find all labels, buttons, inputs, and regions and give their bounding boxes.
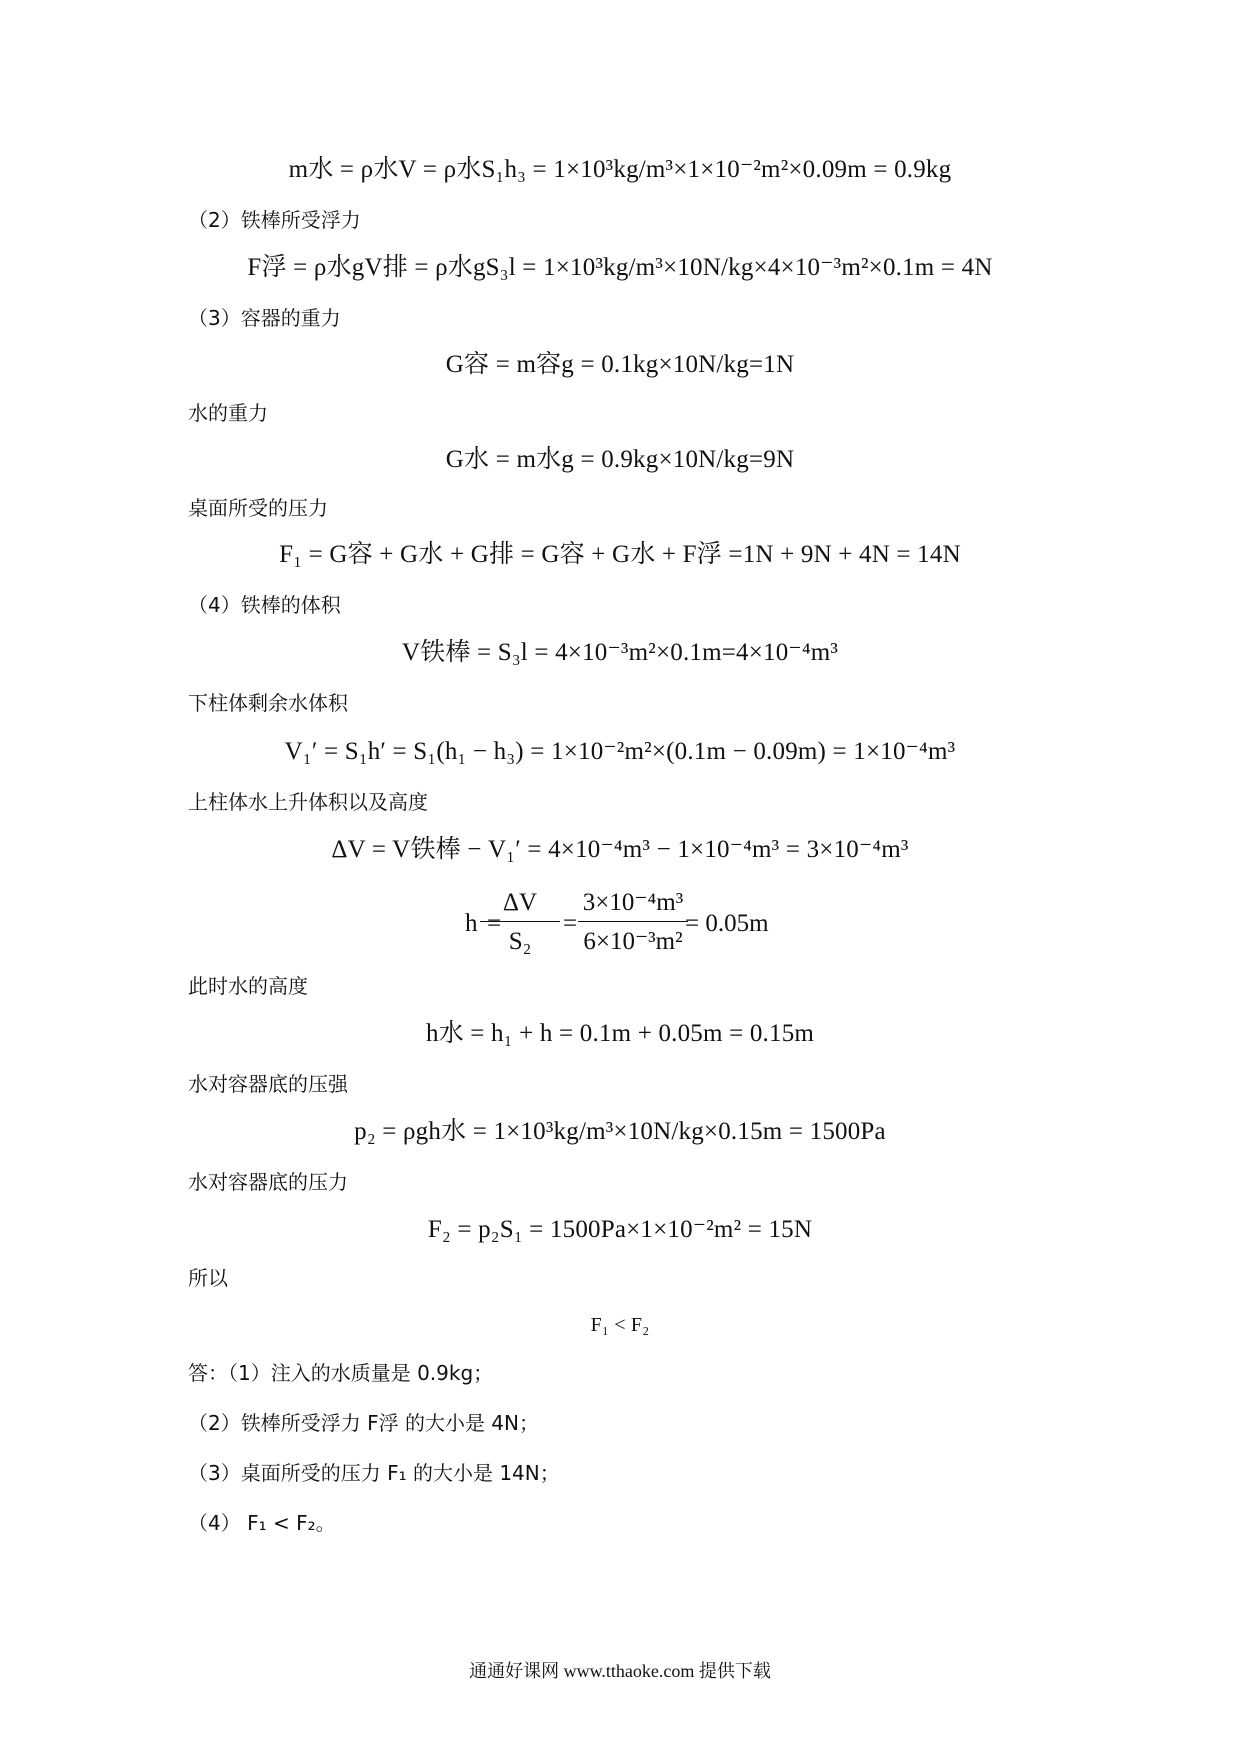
heading-buoyancy: （2）铁棒所受浮力 bbox=[188, 208, 361, 232]
equation-delta-volume: ΔV = V铁棒 − V₁′ = 4×10⁻⁴m³ − 1×10⁻⁴m³ = 3×10⁻⁴m³ bbox=[331, 836, 909, 863]
heading-water-weight: 水的重力 bbox=[188, 401, 268, 425]
fraction-denominator-1: S₂ bbox=[508, 928, 532, 955]
heading-lower-water: 下柱体剩余水体积 bbox=[188, 691, 348, 715]
equation-rise-height bbox=[0, 885, 1240, 965]
heading-rod-volume: （4）铁棒的体积 bbox=[188, 593, 341, 617]
answer-2: （2）铁棒所受浮力 F浮 的大小是 4N； bbox=[188, 1411, 539, 1435]
fraction-equals-1: = bbox=[487, 910, 502, 937]
equation-bottom-pressure: p₂ = ρgh水 = 1×10³kg/m³×10N/kg×0.15m = 1500Pa bbox=[354, 1118, 886, 1145]
heading-bottom-force: 水对容器底的压力 bbox=[188, 1170, 348, 1194]
equation-container-weight: G容 = m容g = 0.1kg×10N/kg=1N bbox=[445, 351, 795, 378]
fraction-lhs: h bbox=[465, 910, 478, 937]
fraction-equals-2: = bbox=[563, 910, 578, 937]
equation-rod-volume: V铁棒 = S₃l = 4×10⁻³m²×0.1m=4×10⁻⁴m³ bbox=[401, 639, 839, 666]
equation-water-height: h水 = h₁ + h = 0.1m + 0.05m = 0.15m bbox=[425, 1020, 815, 1047]
heading-bottom-pressure: 水对容器底的压强 bbox=[188, 1072, 348, 1096]
heading-table-pressure: 桌面所受的压力 bbox=[188, 496, 328, 520]
equation-comparison: F₁ < F₂ bbox=[590, 1314, 650, 1336]
equation-buoyancy: F浮 = ρ水gV排 = ρ水gS₃l = 1×10³kg/m³×10N/kg×4×10⁻³m²×0.1m = 4N bbox=[247, 254, 993, 281]
heading-therefore: 所以 bbox=[188, 1266, 228, 1290]
equation-water-weight: G水 = m水g = 0.9kg×10N/kg=9N bbox=[445, 446, 795, 473]
equation-bottom-force: F₂ = p₂S₁ = 1500Pa×1×10⁻²m² = 15N bbox=[427, 1216, 813, 1243]
equation-lower-water: V₁′ = S₁h′ = S₁(h₁ − h₃) = 1×10⁻²m²×(0.1m − 0.09m) = 1×10⁻⁴m³ bbox=[284, 738, 956, 765]
fraction-denominator-2: 6×10⁻³m² bbox=[583, 928, 683, 955]
answer-1: 答：（1）注入的水质量是 0.9kg； bbox=[188, 1361, 494, 1385]
heading-upper-rise: 上柱体水上升体积以及高度 bbox=[188, 790, 428, 814]
equation-table-force: F₁ = G容 + G水 + G排 = G容 + G水 + F浮 =1N + 9N + 4N = 14N bbox=[279, 541, 961, 568]
heading-container-weight: （3）容器的重力 bbox=[188, 306, 341, 330]
answer-3: （3）桌面所受的压力 F₁ 的大小是 14N； bbox=[188, 1461, 560, 1485]
fraction-delta-v-over-s2 bbox=[480, 885, 560, 958]
fraction-numerator-1: ΔV bbox=[480, 885, 560, 922]
answer-4: （4） F₁ < F₂。 bbox=[188, 1511, 336, 1535]
footer-source: 通通好课网 www.tthaoke.com 提供下载 bbox=[469, 1661, 771, 1681]
heading-water-height: 此时水的高度 bbox=[188, 974, 308, 998]
equation-water-mass: m水 = ρ水V = ρ水S₁h₃ = 1×10³kg/m³×1×10⁻²m²×0.09m = 0.9kg bbox=[288, 156, 952, 183]
fraction-numerator-2: 3×10⁻⁴m³ bbox=[578, 885, 688, 922]
fraction-result: = 0.05m bbox=[685, 910, 769, 937]
fraction-values bbox=[578, 885, 688, 958]
